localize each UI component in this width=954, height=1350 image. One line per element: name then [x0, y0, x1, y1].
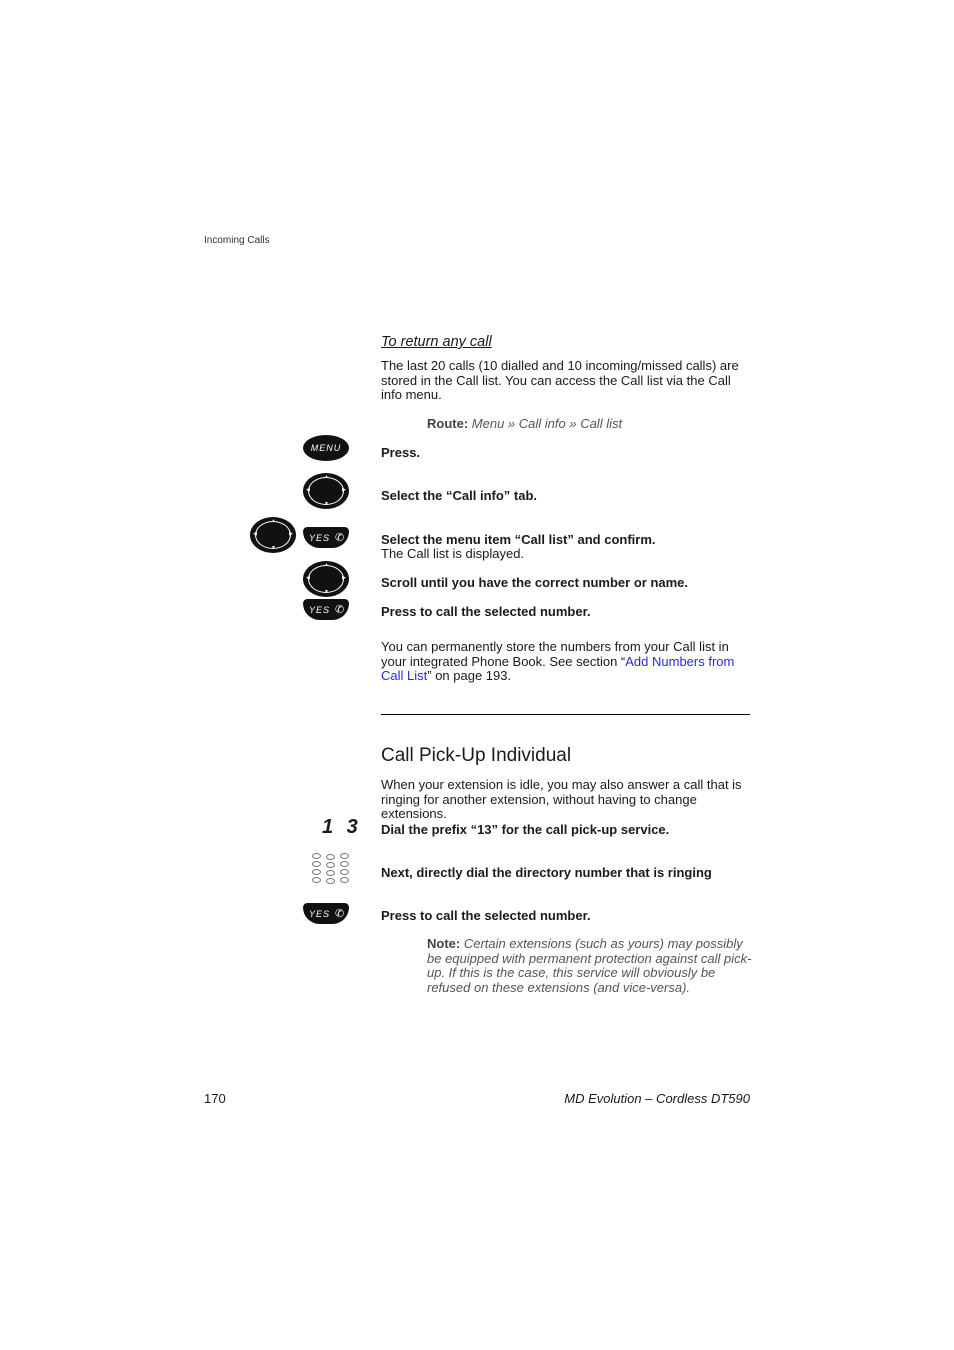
navigation-key-icon: ▲ ▼ ◀ ▶	[303, 473, 349, 509]
note-label: Note:	[427, 936, 461, 951]
step-press-call: Press to call the selected number.	[381, 604, 591, 619]
step-scroll: Scroll until you have the correct number or name.	[381, 575, 689, 590]
step-dial-directory-number: Next, directly dial the directory number that is ringing	[381, 865, 712, 880]
menu-key-label: MENU	[310, 443, 342, 453]
section-title-pickup: Call Pick-Up Individual	[381, 745, 572, 766]
step-select-call-list: Select the menu item “Call list” and confirm.	[381, 532, 656, 547]
prefix-digits: 1 3	[322, 816, 362, 838]
store-text-before: You can permanently store the numbers from your Call list in your integrated Phone Book. See section “	[381, 639, 729, 669]
menu-key-icon	[303, 435, 349, 461]
section-title-return-call: To return any call	[381, 334, 492, 350]
note-text: Certain extensions (such as yours) may possibly be equipped with permanent protection against call pick-up. If this is the case, this service will obviously be refused on these extensions (and vice-versa).	[427, 936, 752, 995]
route-label: Route:	[427, 416, 469, 431]
yes-key-label: YES	[309, 908, 331, 919]
yes-key-label: YES	[309, 604, 331, 615]
store-text-after: ” on page 193.	[427, 668, 512, 683]
yes-key-icon	[303, 903, 349, 924]
return-call-intro: The last 20 calls (10 dialled and 10 incoming/missed calls) are stored in the Call list. You can access the Call list via the Call info menu.	[381, 358, 739, 402]
route-path: Menu » Call info » Call list	[471, 416, 623, 431]
navigation-key-icon: ▲ ▼ ◀ ▶	[303, 561, 349, 597]
section-divider	[381, 714, 750, 715]
phone-handset-icon: ✆	[335, 532, 346, 544]
pickup-intro: When your extension is idle, you may also answer a call that is ringing for another extension, without having to change extensions.	[381, 777, 742, 821]
yes-key-label: YES	[309, 532, 331, 543]
yes-key-icon	[303, 599, 349, 620]
route-line	[427, 416, 622, 431]
step-press-call-pickup: Press to call the selected number.	[381, 908, 591, 923]
step-dial-prefix: Dial the prefix “13” for the call pick-up service.	[381, 822, 670, 837]
step-press-menu: Press.	[381, 445, 421, 460]
keypad-icon	[310, 853, 350, 885]
add-numbers-link[interactable]: Add Numbers from Call List	[381, 653, 735, 683]
phone-handset-icon: ✆	[335, 604, 346, 616]
page-number: 170	[204, 1091, 226, 1106]
chapter-header: Incoming Calls	[204, 235, 270, 246]
phone-handset-icon: ✆	[335, 908, 346, 920]
navigation-key-icon: ▲ ▼ ◀ ▶	[250, 517, 296, 553]
step-select-call-info: Select the “Call info” tab.	[381, 488, 538, 503]
store-numbers-paragraph	[381, 640, 753, 684]
product-name: MD Evolution – Cordless DT590	[564, 1091, 750, 1106]
step-call-list-note: The Call list is displayed.	[381, 546, 525, 561]
note-paragraph	[427, 937, 753, 995]
yes-key-icon	[303, 527, 349, 548]
